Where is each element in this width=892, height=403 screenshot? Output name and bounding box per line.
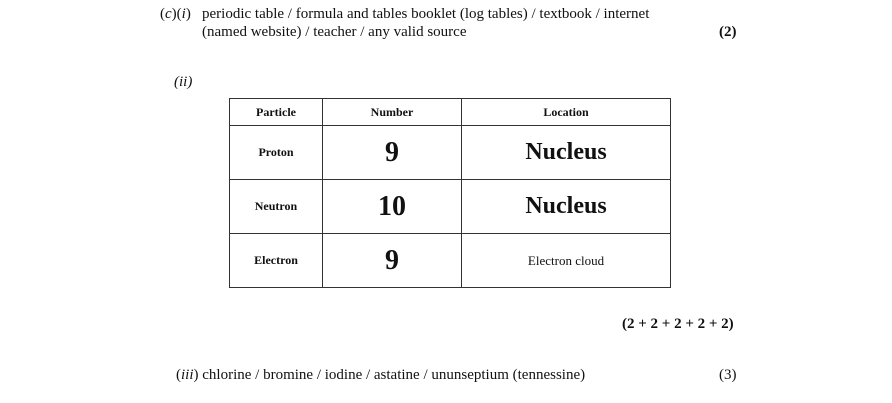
number-cell: 10	[323, 180, 462, 234]
location-cell: Nucleus	[462, 180, 671, 234]
particle-cell: Electron	[230, 234, 323, 288]
table-row	[230, 126, 671, 180]
marks-c-i: (2)	[719, 24, 737, 40]
table-row	[230, 180, 671, 234]
table-header-row	[230, 99, 671, 126]
particle-table	[229, 98, 671, 288]
number-cell: 9	[323, 126, 462, 180]
label-i: i	[181, 6, 186, 22]
answer-c-iii-text: chlorine / bromine / iodine / astatine / ununseptium (tennessine)	[202, 367, 586, 383]
answer-c-iii: (iii) chlorine / bromine / iodine / astatine / ununseptium (tennessine)	[176, 367, 586, 383]
header-number: Number	[323, 99, 462, 126]
question-label-c-i: (c)(i)	[160, 6, 191, 22]
answer-c-i-line1: periodic table / formula and tables booklet (log tables) / textbook / internet	[202, 6, 650, 22]
particle-cell: Proton	[230, 126, 323, 180]
answer-c-i-line2: (named website) / teacher / any valid source	[202, 24, 467, 40]
table-row	[230, 234, 671, 288]
number-cell: 9	[323, 234, 462, 288]
label-c: c	[165, 6, 172, 22]
label-iii: iii	[181, 367, 194, 383]
header-location: Location	[462, 99, 671, 126]
location-cell: Electron cloud	[462, 234, 671, 288]
marks-c-ii: (2 + 2 + 2 + 2 + 2)	[622, 316, 734, 332]
particle-cell: Neutron	[230, 180, 323, 234]
header-particle: Particle	[230, 99, 323, 126]
marks-c-iii: (3)	[719, 367, 737, 383]
location-cell: Nucleus	[462, 126, 671, 180]
question-label-ii: (ii)	[174, 74, 193, 90]
